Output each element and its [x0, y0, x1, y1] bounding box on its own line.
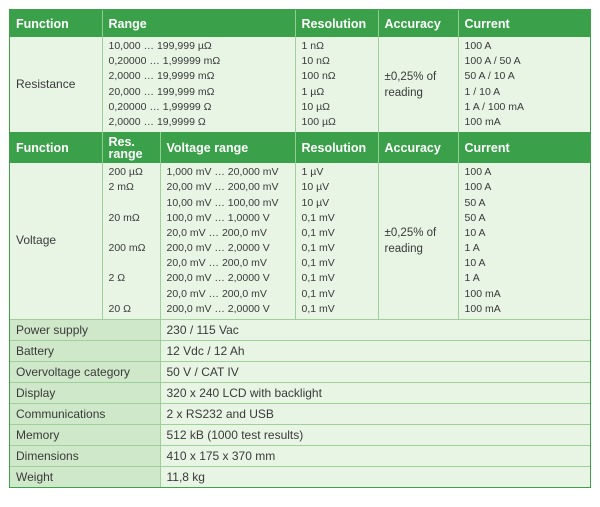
header2-resolution: Resolution: [295, 132, 378, 163]
resistance-resolution: 100 µΩ: [301, 115, 336, 128]
voltage-res-range: [109, 226, 160, 241]
voltage-current: 100 A: [464, 166, 492, 179]
resistance-resolution: 1 nΩ: [301, 40, 324, 52]
voltage-current: 100 mA: [464, 287, 501, 300]
voltage-resolutions-cell: [295, 163, 378, 319]
header-current: Current: [458, 10, 590, 37]
resistance-ranges-cell: [102, 37, 295, 132]
spec-value: 50 V / CAT IV: [160, 362, 590, 383]
resistance-current: 50 A / 10 A: [464, 70, 515, 83]
resistance-accuracy-line-1: ±0,25% of: [384, 70, 437, 83]
voltage-range: 20,0 mV … 200,0 mV: [166, 287, 267, 300]
spec-value: 320 x 240 LCD with backlight: [160, 383, 590, 404]
voltage-current: 10 A: [464, 257, 486, 270]
resistance-resolution: 1 µΩ: [301, 85, 325, 98]
resistance-current: 100 A: [464, 40, 492, 52]
resistance-range: 0,20000 … 1,99999 Ω: [108, 100, 212, 113]
resistance-accuracy-line-2: reading: [384, 86, 423, 99]
voltage-range: 20,00 mV … 200,00 mV: [166, 181, 279, 194]
voltage-range: 20,0 mV … 200,0 mV: [166, 257, 267, 270]
spec-label: Display: [10, 383, 160, 404]
voltage-accuracy-line-1: ±0,25% of: [384, 227, 437, 240]
spec-row-memory: [10, 425, 590, 446]
voltage-res-range: 2 Ω: [108, 272, 126, 285]
voltage-res-range: 20 mΩ: [108, 211, 140, 224]
resistance-range: 10,000 … 199,999 µΩ: [108, 40, 212, 52]
spec-label: Overvoltage category: [10, 362, 160, 383]
voltage-res-range: 200 mΩ: [108, 242, 146, 255]
spec-label: Communications: [10, 404, 160, 425]
voltage-accuracy-cell: [378, 163, 458, 319]
voltage-accuracy-line-2: reading: [384, 243, 423, 256]
voltage-current: 1 A: [464, 242, 480, 255]
spec-value: 12 Vdc / 12 Ah: [160, 341, 590, 362]
spec-row-battery: [10, 341, 590, 362]
resistance-accuracy-cell: [378, 37, 458, 132]
voltage-range: 200,0 mV … 2,0000 V: [166, 302, 270, 315]
spec-value: 2 x RS232 and USB: [160, 404, 590, 425]
header2-res-range: [102, 132, 160, 163]
resistance-range: 20,000 … 199,999 mΩ: [108, 85, 215, 98]
voltage-resolution: 10 µV: [301, 196, 330, 209]
specifications-table-container: [9, 9, 591, 488]
spec-row-dimensions: [10, 446, 590, 467]
voltage-header-row: [10, 132, 590, 163]
resistance-current: 100 mA: [464, 115, 501, 128]
voltage-current: 1 A: [464, 272, 480, 285]
voltage-resolution: 0,1 mV: [301, 287, 335, 300]
resistance-current: 1 / 10 A: [464, 85, 501, 98]
spec-label: Battery: [10, 341, 160, 362]
header2-res-range-line-2: range: [108, 146, 143, 161]
header2-res-range-line-1: Res.: [108, 134, 135, 149]
resistance-current: 1 A / 100 mA: [464, 100, 525, 113]
resistance-resolution: 100 nΩ: [301, 70, 336, 83]
spec-row-power-supply: [10, 320, 590, 341]
voltage-range: 10,00 mV … 100,00 mV: [166, 196, 279, 209]
voltage-resolution: 0,1 mV: [301, 302, 335, 315]
voltage-res-ranges-cell: [102, 163, 160, 319]
voltage-res-range: [109, 196, 160, 211]
voltage-row: [10, 163, 590, 319]
header2-accuracy: Accuracy: [378, 132, 458, 163]
voltage-resolution: 1 µV: [301, 166, 324, 179]
voltage-range: 100,0 mV … 1,0000 V: [166, 211, 270, 224]
voltage-ranges-cell: [160, 163, 295, 319]
voltage-current: 10 A: [464, 226, 486, 239]
spec-label: Power supply: [10, 320, 160, 341]
spec-label: Memory: [10, 425, 160, 446]
header-range: Range: [102, 10, 295, 37]
resistance-resolution: 10 µΩ: [301, 100, 331, 113]
header-function: Function: [10, 10, 102, 37]
voltage-res-range: [109, 256, 160, 271]
spec-value: 230 / 115 Vac: [160, 320, 590, 341]
voltage-res-range: 2 mΩ: [108, 181, 134, 194]
voltage-range: 200,0 mV … 2,0000 V: [166, 242, 270, 255]
resistance-range: 2,0000 … 19,9999 Ω: [108, 115, 206, 128]
header-accuracy: Accuracy: [378, 10, 458, 37]
spec-row-weight: [10, 467, 590, 488]
resistance-resolution: 10 nΩ: [301, 55, 330, 68]
voltage-resolution: 0,1 mV: [301, 211, 335, 224]
spec-value: 11,8 kg: [160, 467, 590, 488]
voltage-resolution: 0,1 mV: [301, 226, 335, 239]
voltage-resolution: 10 µV: [301, 181, 330, 194]
voltage-resolution: 0,1 mV: [301, 242, 335, 255]
resistance-header-row: [10, 10, 590, 37]
voltage-current: 100 mA: [464, 302, 501, 315]
header-resolution: Resolution: [295, 10, 378, 37]
voltage-current: 100 A: [464, 181, 492, 194]
header2-function: Function: [10, 132, 102, 163]
voltage-range: 20,0 mV … 200,0 mV: [166, 226, 267, 239]
spec-label: Dimensions: [10, 446, 160, 467]
resistance-current: 100 A / 50 A: [464, 55, 521, 68]
spec-value: 512 kB (1000 test results): [160, 425, 590, 446]
spec-value: 410 x 175 x 370 mm: [160, 446, 590, 467]
resistance-range: 2,0000 … 19,9999 mΩ: [108, 70, 215, 83]
voltage-current: 50 A: [464, 196, 486, 209]
header2-voltage-range: Voltage range: [160, 132, 295, 163]
voltage-res-range: 200 µΩ: [108, 166, 143, 179]
voltage-current: 50 A: [464, 211, 486, 224]
resistance-range: 0,20000 … 1,99999 mΩ: [108, 55, 221, 68]
voltage-resolution: 0,1 mV: [301, 272, 335, 285]
resistance-currents-cell: [458, 37, 590, 132]
resistance-function-label: Resistance: [10, 37, 102, 132]
voltage-currents-cell: [458, 163, 590, 319]
specifications-table: [10, 10, 590, 487]
voltage-resolution: 0,1 mV: [301, 257, 335, 270]
header2-current: Current: [458, 132, 590, 163]
voltage-res-range: 20 Ω: [108, 302, 131, 315]
resistance-row: [10, 37, 590, 132]
voltage-range: 1,000 mV … 20,000 mV: [166, 166, 279, 179]
voltage-range: 200,0 mV … 2,0000 V: [166, 272, 270, 285]
spec-row-display: [10, 383, 590, 404]
spec-row-communications: [10, 404, 590, 425]
resistance-resolutions-cell: [295, 37, 378, 132]
voltage-function-label: Voltage: [10, 163, 102, 319]
spec-row-overvoltage: [10, 362, 590, 383]
spec-label: Weight: [10, 467, 160, 488]
voltage-res-range: [109, 287, 160, 302]
